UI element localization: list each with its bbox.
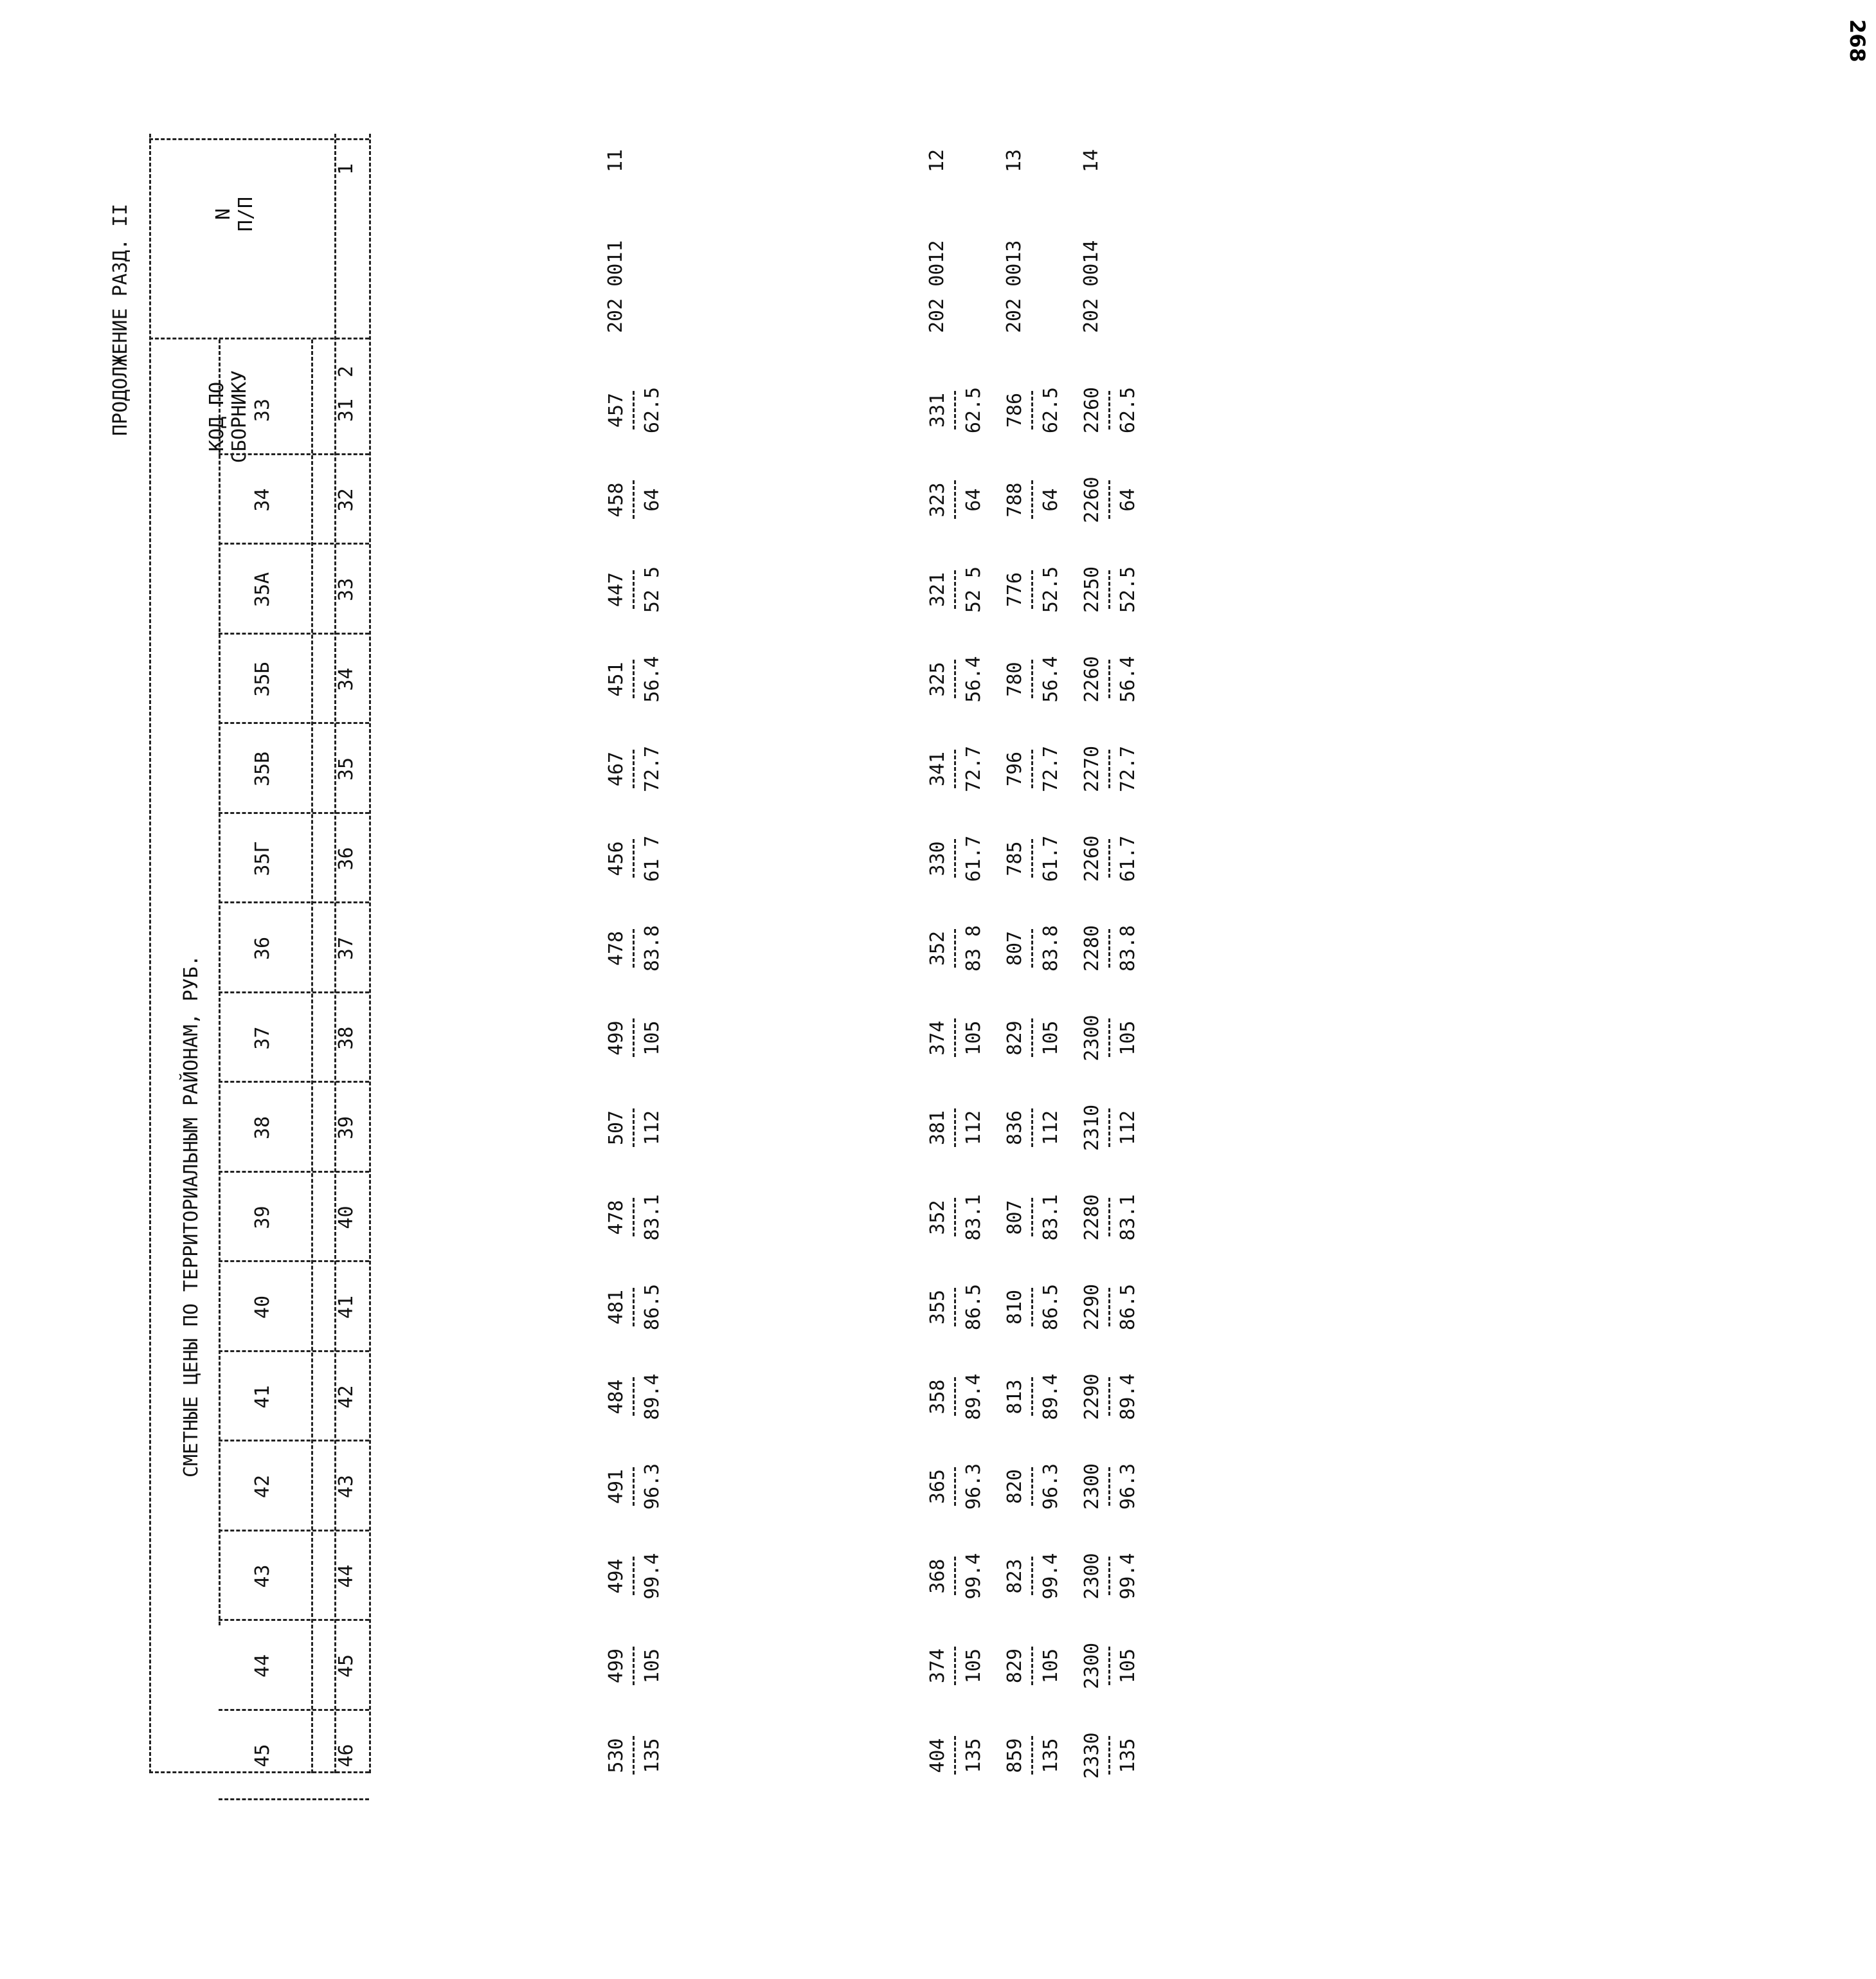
cell-lower: 135 [1040,1738,1062,1773]
cell-lower: 62.5 [962,386,985,434]
cell-upper: 829 [1004,1648,1026,1684]
cell-upper: 2280 [1081,925,1103,972]
cell-lower: 83 8 [962,925,985,972]
cell-upper: 457 [605,392,627,428]
cell-upper: 776 [1004,572,1026,608]
fraction-rule [1108,1108,1110,1147]
fraction-rule [954,391,956,429]
cell-lower: 89.4 [641,1373,663,1420]
column-rule [219,1709,369,1711]
column-rule [219,812,369,814]
cell-lower: 99.4 [1117,1553,1139,1600]
region-header-33: 33 [251,398,274,422]
cell-lower: 96.3 [641,1463,663,1510]
cell-lower: 105 [1040,1648,1062,1684]
cell-lower: 105 [962,1648,985,1684]
fraction-rule [1108,1288,1110,1326]
cell-upper: 807 [1004,930,1026,966]
cell-lower: 135 [962,1738,985,1773]
fraction-rule [1031,1019,1033,1058]
code-label: КОД ПО СБОРНИКУ [206,370,251,464]
region-header-42: 42 [251,1474,274,1499]
cell-lower: 135 [641,1738,663,1773]
region-header-45: 45 [251,1744,274,1767]
column-rule [219,991,369,993]
fraction-rule [954,1198,956,1237]
cell-upper: 499 [605,1648,627,1684]
cell-lower: 105 [1040,1020,1062,1056]
fraction-rule [633,481,635,520]
fraction-rule [954,1378,956,1416]
fraction-rule [1108,481,1110,520]
row-code: 202 0014 [1080,240,1103,333]
row-number: 11 [604,149,627,172]
cell-upper: 330 [926,841,949,876]
fraction-rule [633,1019,635,1058]
region-header-43: 43 [251,1564,274,1588]
cell-upper: 484 [605,1379,627,1414]
column-number-38: 38 [335,1026,357,1050]
cell-upper: 481 [605,1289,627,1325]
column-rule [219,1261,369,1263]
region-header-41: 41 [251,1385,274,1409]
cell-upper: 2290 [1081,1283,1103,1331]
cell-upper: 820 [1004,1468,1026,1505]
cell-upper: 2260 [1081,476,1103,523]
cell-upper: 859 [1004,1738,1026,1773]
fraction-rule [1031,929,1033,968]
cell-lower: 99.4 [641,1553,663,1600]
column-rule [219,543,369,545]
cell-lower: 62.5 [1117,386,1139,434]
column-rule [219,633,369,635]
cell-lower: 86.5 [641,1283,663,1331]
cell-upper: 467 [605,751,627,787]
fraction-rule [633,660,635,699]
region-number-rule [311,339,313,1773]
column-number-42: 42 [335,1385,357,1409]
fraction-rule [1108,1737,1110,1775]
cell-lower: 86.5 [1040,1283,1062,1331]
cell-upper: 478 [605,1200,627,1235]
column-number-1: 1 [335,163,357,176]
column-number-40: 40 [335,1206,357,1229]
row-number: 13 [1003,149,1025,172]
group-header-rule [219,339,221,1625]
cell-upper: 2250 [1081,566,1103,613]
cell-lower: 64 [962,488,985,512]
cell-lower: 64 [1117,488,1139,512]
fraction-rule [954,1647,956,1685]
column-rule [219,1440,369,1442]
region-header-36: 36 [251,936,274,961]
cell-upper: 374 [926,1648,949,1684]
fraction-rule [1031,1647,1033,1685]
cell-lower: 99.4 [1040,1553,1062,1600]
fraction-rule [633,1198,635,1237]
cell-lower: 89.4 [962,1373,985,1420]
cell-upper: 2260 [1081,656,1103,703]
region-header-35В: 35В [251,751,274,787]
cell-upper: 325 [926,662,949,697]
cell-lower: 56.4 [962,656,985,703]
fraction-rule [633,1557,635,1596]
cell-lower: 83.8 [1040,925,1062,972]
cell-upper: 341 [926,751,949,787]
fraction-rule [1108,750,1110,788]
group-header: СМЕТНЫЕ ЦЕНЫ ПО ТЕРРИТОРИАЛЬНЫМ РАЙОНАМ, РУБ. [180,955,203,1477]
column-number-32: 32 [335,488,357,512]
cell-upper: 2300 [1081,1642,1103,1690]
column-number-36: 36 [335,847,357,871]
region-header-40: 40 [251,1295,274,1319]
column-rule [219,1530,369,1532]
cell-lower: 86.5 [962,1283,985,1331]
row-number: 14 [1080,149,1103,172]
fraction-rule [954,570,956,609]
cell-upper: 374 [926,1020,949,1056]
cell-upper: 788 [1004,482,1026,518]
cell-upper: 829 [1004,1020,1026,1056]
cell-upper: 358 [926,1379,949,1414]
cell-upper: 807 [1004,1200,1026,1235]
column-number-46: 46 [335,1744,357,1767]
cell-lower: 52.5 [1040,566,1062,613]
region-header-38: 38 [251,1116,274,1140]
fraction-rule [1108,1019,1110,1058]
cell-lower: 105 [1117,1020,1139,1056]
cell-upper: 810 [1004,1289,1026,1325]
fraction-rule [954,1467,956,1506]
fraction-rule [1108,660,1110,699]
cell-lower: 105 [1117,1648,1139,1684]
fraction-rule [633,840,635,878]
cell-lower: 52 5 [962,566,985,613]
cell-upper: 823 [1004,1559,1026,1594]
cell-upper: 352 [926,930,949,966]
cell-upper: 323 [926,482,949,518]
column-number-41: 41 [335,1295,357,1319]
fraction-rule [954,1557,956,1596]
cell-lower: 96.3 [1117,1463,1139,1510]
cell-lower: 105 [641,1648,663,1684]
fraction-rule [1031,1108,1033,1147]
fraction-rule [954,660,956,699]
fraction-rule [1031,1557,1033,1596]
column-number-44: 44 [335,1564,357,1588]
fraction-rule [1031,570,1033,609]
cell-lower: 61 7 [641,835,663,882]
row-code: 202 0012 [926,240,948,333]
cell-upper: 451 [605,662,627,697]
cell-lower: 83.1 [641,1194,663,1241]
cell-lower: 83.1 [1117,1194,1139,1241]
region-header-35Б: 35Б [251,662,274,697]
cell-lower: 83.1 [1040,1194,1062,1241]
region-header-35Г: 35Г [251,841,274,876]
page-number: 268 [1845,19,1870,62]
row-code: 202 0011 [604,240,627,333]
n-label: N П/П [212,196,257,232]
fraction-rule [1031,1198,1033,1237]
fraction-rule [954,1288,956,1326]
table-bottom-border [369,134,371,1773]
cell-lower: 86.5 [1117,1283,1139,1331]
cell-upper: 785 [1004,841,1026,876]
column-rule [219,723,369,725]
fraction-rule [1031,840,1033,878]
cell-upper: 836 [1004,1110,1026,1146]
cell-upper: 2260 [1081,386,1103,434]
cell-upper: 796 [1004,751,1026,787]
cell-upper: 2330 [1081,1732,1103,1779]
cell-upper: 2300 [1081,1553,1103,1600]
fraction-rule [633,1737,635,1775]
column-rule [219,453,369,455]
cell-lower: 96.3 [962,1463,985,1510]
region-header-35А: 35А [251,572,274,608]
cell-upper: 381 [926,1110,949,1146]
cell-upper: 2270 [1081,745,1103,793]
fraction-rule [633,1288,635,1326]
fraction-rule [1031,750,1033,788]
column-rule [219,1350,369,1352]
continuation-title: ПРОДОЛЖЕНИЕ РАЗД. II [109,203,132,436]
cell-lower: 83.8 [641,925,663,972]
cell-upper: 331 [926,392,949,428]
fraction-rule [1108,929,1110,968]
column-rule [219,1799,369,1801]
fraction-rule [954,750,956,788]
cell-lower: 112 [1117,1110,1139,1146]
cell-lower: 52 5 [641,566,663,613]
column-number-2: 2 [335,365,357,378]
column-number-39: 39 [335,1116,357,1140]
fraction-rule [633,1467,635,1506]
fraction-rule [1108,391,1110,429]
cell-upper: 2300 [1081,1015,1103,1062]
fraction-rule [954,840,956,878]
table-top-border [149,134,151,1773]
cell-upper: 368 [926,1559,949,1594]
column-number-37: 37 [335,936,357,961]
row-code: 202 0013 [1003,240,1025,333]
cell-upper: 458 [605,482,627,518]
column-rule [219,1620,369,1622]
fraction-rule [954,1019,956,1058]
cell-lower: 72.7 [1040,745,1062,793]
cell-lower: 83.1 [962,1194,985,1241]
cell-lower: 105 [962,1020,985,1056]
cell-upper: 813 [1004,1379,1026,1414]
cell-lower: 56.4 [641,656,663,703]
fraction-rule [1031,1737,1033,1775]
cell-lower: 72.7 [641,745,663,793]
cell-upper: 491 [605,1468,627,1505]
fraction-rule [1108,1467,1110,1506]
region-header-37: 37 [251,1026,274,1050]
cell-lower: 89.4 [1117,1373,1139,1420]
cell-lower: 61.7 [1040,835,1062,882]
fraction-rule [1108,840,1110,878]
column-number-31: 31 [335,398,357,422]
fraction-rule [633,1378,635,1416]
column-number-34: 34 [335,667,357,691]
cell-lower: 52.5 [1117,566,1139,613]
cell-lower: 72.7 [1117,745,1139,793]
cell-lower: 99.4 [962,1553,985,1600]
fraction-rule [633,1647,635,1685]
cell-upper: 494 [605,1559,627,1594]
column-number-45: 45 [335,1654,357,1678]
cell-lower: 112 [1040,1110,1062,1146]
cell-lower: 135 [1117,1738,1139,1773]
cell-upper: 355 [926,1289,949,1325]
cell-lower: 72.7 [962,745,985,793]
fraction-rule [1108,570,1110,609]
row-number: 12 [926,149,948,172]
cell-upper: 478 [605,930,627,966]
fraction-rule [633,1108,635,1147]
cell-lower: 105 [641,1020,663,1056]
fraction-rule [1108,1378,1110,1416]
fraction-rule [954,1737,956,1775]
cell-upper: 352 [926,1200,949,1235]
cell-lower: 89.4 [1040,1373,1062,1420]
cell-lower: 83.8 [1117,925,1139,972]
cell-lower: 64 [1040,488,1062,512]
fraction-rule [633,929,635,968]
region-header-44: 44 [251,1654,274,1678]
fraction-rule [1031,1467,1033,1506]
cell-lower: 56.4 [1040,656,1062,703]
cell-upper: 780 [1004,662,1026,697]
fraction-rule [633,570,635,609]
fraction-rule [954,481,956,520]
cell-upper: 456 [605,841,627,876]
column-rule [219,1081,369,1083]
fraction-rule [1031,660,1033,699]
cell-lower: 112 [641,1110,663,1146]
cell-upper: 2300 [1081,1463,1103,1510]
cell-upper: 499 [605,1020,627,1056]
column-rule [219,902,369,904]
fraction-rule [1031,1288,1033,1326]
cell-upper: 2290 [1081,1373,1103,1420]
cell-upper: 2260 [1081,835,1103,882]
fraction-rule [954,929,956,968]
cell-lower: 62.5 [641,386,663,434]
cell-lower: 56.4 [1117,656,1139,703]
fraction-rule [1031,391,1033,429]
cell-lower: 112 [962,1110,985,1146]
cell-lower: 62.5 [1040,386,1062,434]
cell-upper: 507 [605,1110,627,1146]
cell-upper: 404 [926,1738,949,1773]
cell-upper: 447 [605,572,627,608]
column-number-33: 33 [335,577,357,602]
cell-lower: 64 [641,488,663,512]
cell-lower: 61.7 [1117,835,1139,882]
column-number-43: 43 [335,1474,357,1499]
cell-upper: 786 [1004,392,1026,428]
fraction-rule [1108,1557,1110,1596]
cell-upper: 321 [926,572,949,608]
cell-upper: 365 [926,1468,949,1505]
cell-lower: 61.7 [962,835,985,882]
fraction-rule [954,1108,956,1147]
region-header-34: 34 [251,488,274,512]
fraction-rule [1108,1198,1110,1237]
column-number-35: 35 [335,757,357,781]
fraction-rule [1031,1378,1033,1416]
cell-upper: 2280 [1081,1194,1103,1241]
cell-upper: 2310 [1081,1104,1103,1152]
column-rule [219,1171,369,1173]
region-header-39: 39 [251,1206,274,1229]
cell-lower: 96.3 [1040,1463,1062,1510]
fraction-rule [633,391,635,429]
fraction-rule [1031,481,1033,520]
cell-upper: 530 [605,1738,627,1773]
fraction-rule [633,750,635,788]
fraction-rule [1108,1647,1110,1685]
